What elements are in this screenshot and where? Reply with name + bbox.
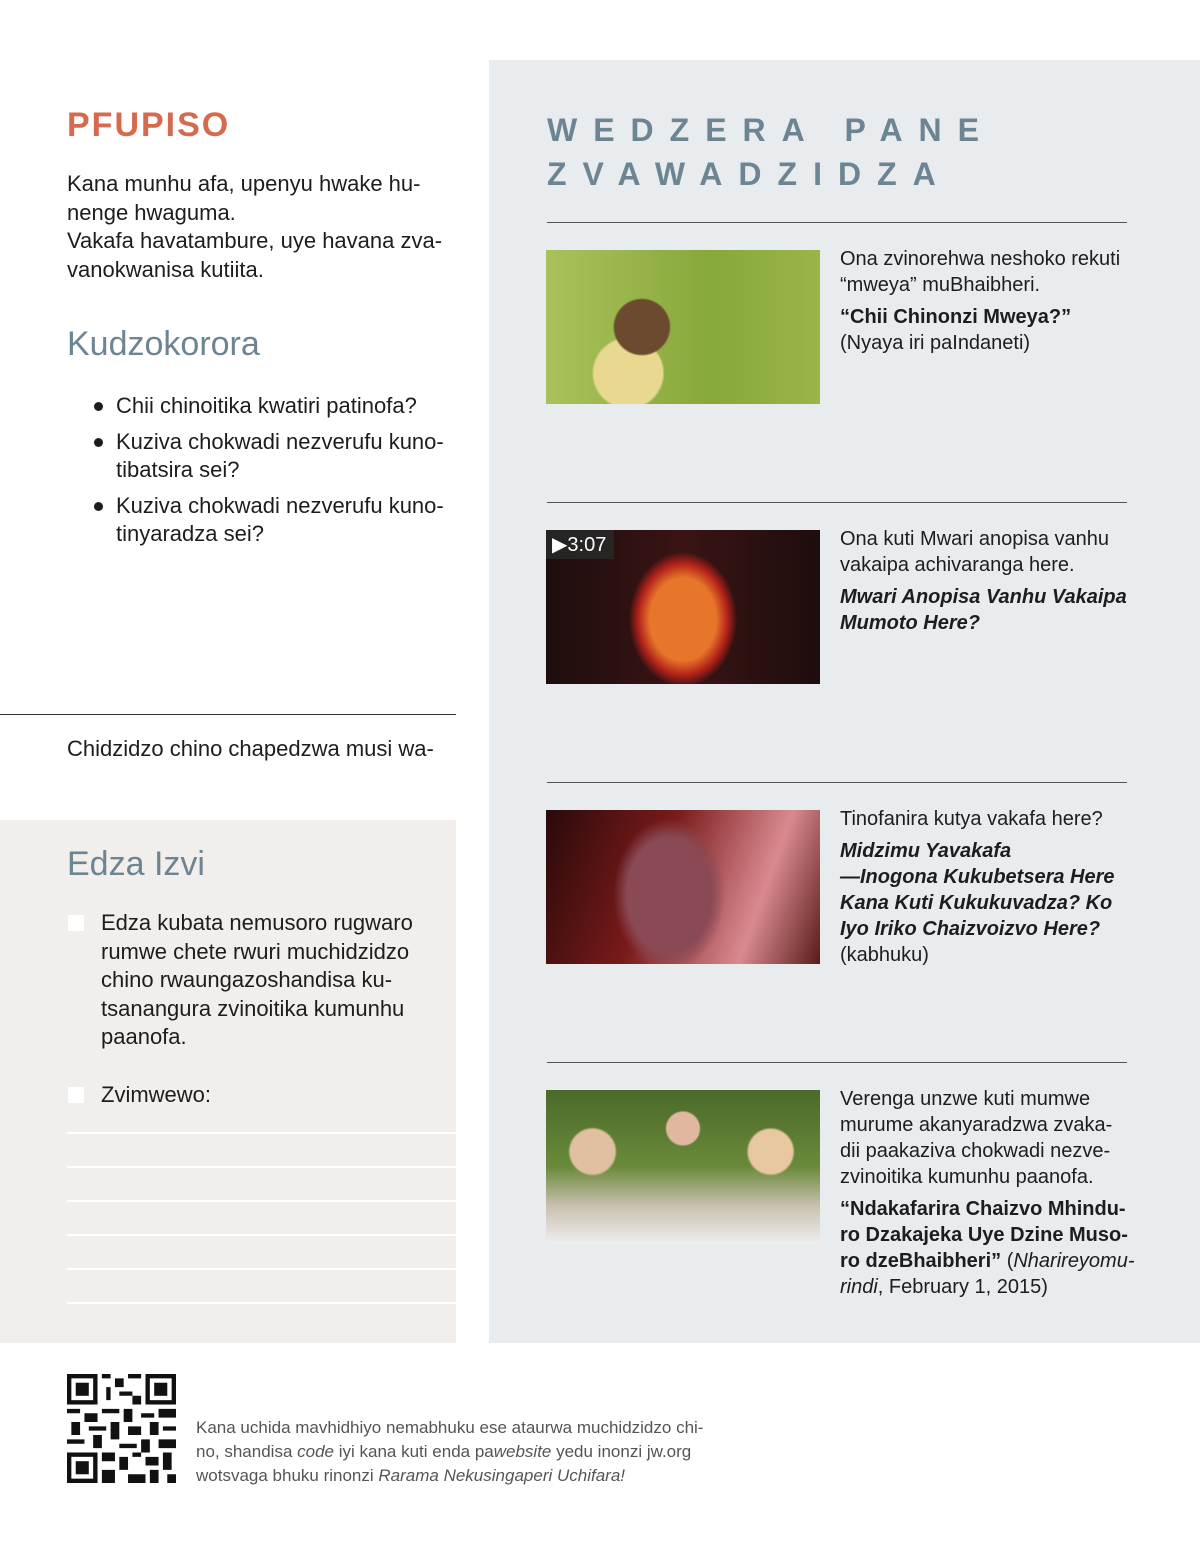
try-this-title: Edza Izvi [67,845,205,883]
writing-line[interactable] [67,1200,456,1202]
summary-text: Kana munhu afa, upenyu hwake hu- nenge hwaguma. Vakafa havatambure, uye havana zva- vanokwanisa kutiita. [67,171,443,282]
resource-description: Tinofanira kutya vakafa here? [840,808,1103,830]
people-conversation-image[interactable] [546,1090,820,1244]
footer-line: Kana uchida mavhidhiyo nemabhuku ese ataurwa muchidzidzo chi- [196,1418,704,1437]
resource-link[interactable]: Mwari Anopisa Vanhu Vakaipa Mumoto Here? [840,586,1127,634]
resource-description: Ona kuti Mwari anopisa vanhu vakaipa achivaranga here. [840,528,1110,576]
face-image[interactable] [546,810,820,964]
book-title: Rarama Nekusingaperi Uchifara! [378,1466,625,1485]
summary-title: PFUPISO [67,106,231,144]
qr-code-icon[interactable] [67,1374,176,1483]
resource-note: (kabhuku) [840,944,929,966]
video-duration-badge: ▶3:07 [546,530,614,559]
resource-note: (Nyaya iri paIndaneti) [840,332,1031,354]
divider [547,1062,1127,1063]
writing-line[interactable] [67,1166,456,1168]
footer-note: Kana uchida mavhidhiyo nemabhuku ese ataurwa muchidzidzo chi- no, shandisa code iyi kana kuti enda pawebsite yedu inonzi jw.org wotsvaga bhuku rinonzi Rarama Nekusingaperi Uchifara! [196,1416,776,1488]
divider [547,782,1127,783]
divider [0,714,456,715]
resource-3 [840,806,1140,968]
stained-glass-video-thumbnail[interactable] [546,530,820,684]
review-title: Kudzokorora [67,325,260,363]
play-icon: ▶ [552,534,568,556]
ref-text: ( [1001,1250,1014,1272]
divider [547,222,1127,223]
completion-date-line: Chidzidzo chino chapedzwa musi wa- [67,736,434,761]
writing-line[interactable] [67,1268,456,1270]
resource-link[interactable]: “Ndakafarira Chaizvo Mhindu- ro Dzakajeka Uye Dzine Muso- ro dzeBhaibheri” [840,1198,1128,1272]
girl-butterfly-image[interactable] [546,250,820,404]
resource-1 [840,246,1140,356]
review-question: Chii chinoitika kwatiri patinofa? [92,392,462,421]
review-question: Kuziva chokwadi nezverufu kuno- tinyaradza sei? [92,492,462,549]
ref-date: , February 1, 2015) [877,1276,1048,1298]
task-text: Edza kubata nemusoro rugwaro rumwe chete rwuri muchidzidzo chino rwaungazoshandisa ku- tsanangura zvinoitika kumunhu paanofa. [101,910,413,1049]
resource-description: Verenga unzwe kuti mumwe murume akanyaradzwa zvaka- dii paakaziva chokwadi nezve- zvinoitika kumunhu paanofa. [840,1088,1113,1188]
resource-link[interactable]: Midzimu Yavakafa —Inogona Kukubetsera Here Kana Kuti Kukukuvadza? Ko Iyo Iriko Chaizvoizvo Here? [840,840,1115,940]
review-list [92,392,462,556]
task-checkbox[interactable] [68,915,84,931]
writing-line[interactable] [67,1132,456,1134]
resource-link[interactable]: “Chii Chinonzi Mweya?” [840,306,1072,328]
goal-label: Zvimwewo: [101,1082,212,1107]
goal-checkbox[interactable] [68,1087,84,1103]
writing-line[interactable] [67,1234,456,1236]
resource-4 [840,1086,1140,1300]
writing-line[interactable] [67,1302,456,1304]
resource-2 [840,526,1140,636]
ref-source: Nharireyomu- rindi [840,1250,1135,1298]
resource-description: Ona zvinorehwa neshoko rekuti “mweya” muBhaibheri. [840,248,1121,296]
learn-more-title: WEDZERA PANE ZVAWADZIDZA [547,112,995,192]
divider [547,502,1127,503]
review-question: Kuziva chokwadi nezverufu kuno- tibatsira sei? [92,428,462,485]
